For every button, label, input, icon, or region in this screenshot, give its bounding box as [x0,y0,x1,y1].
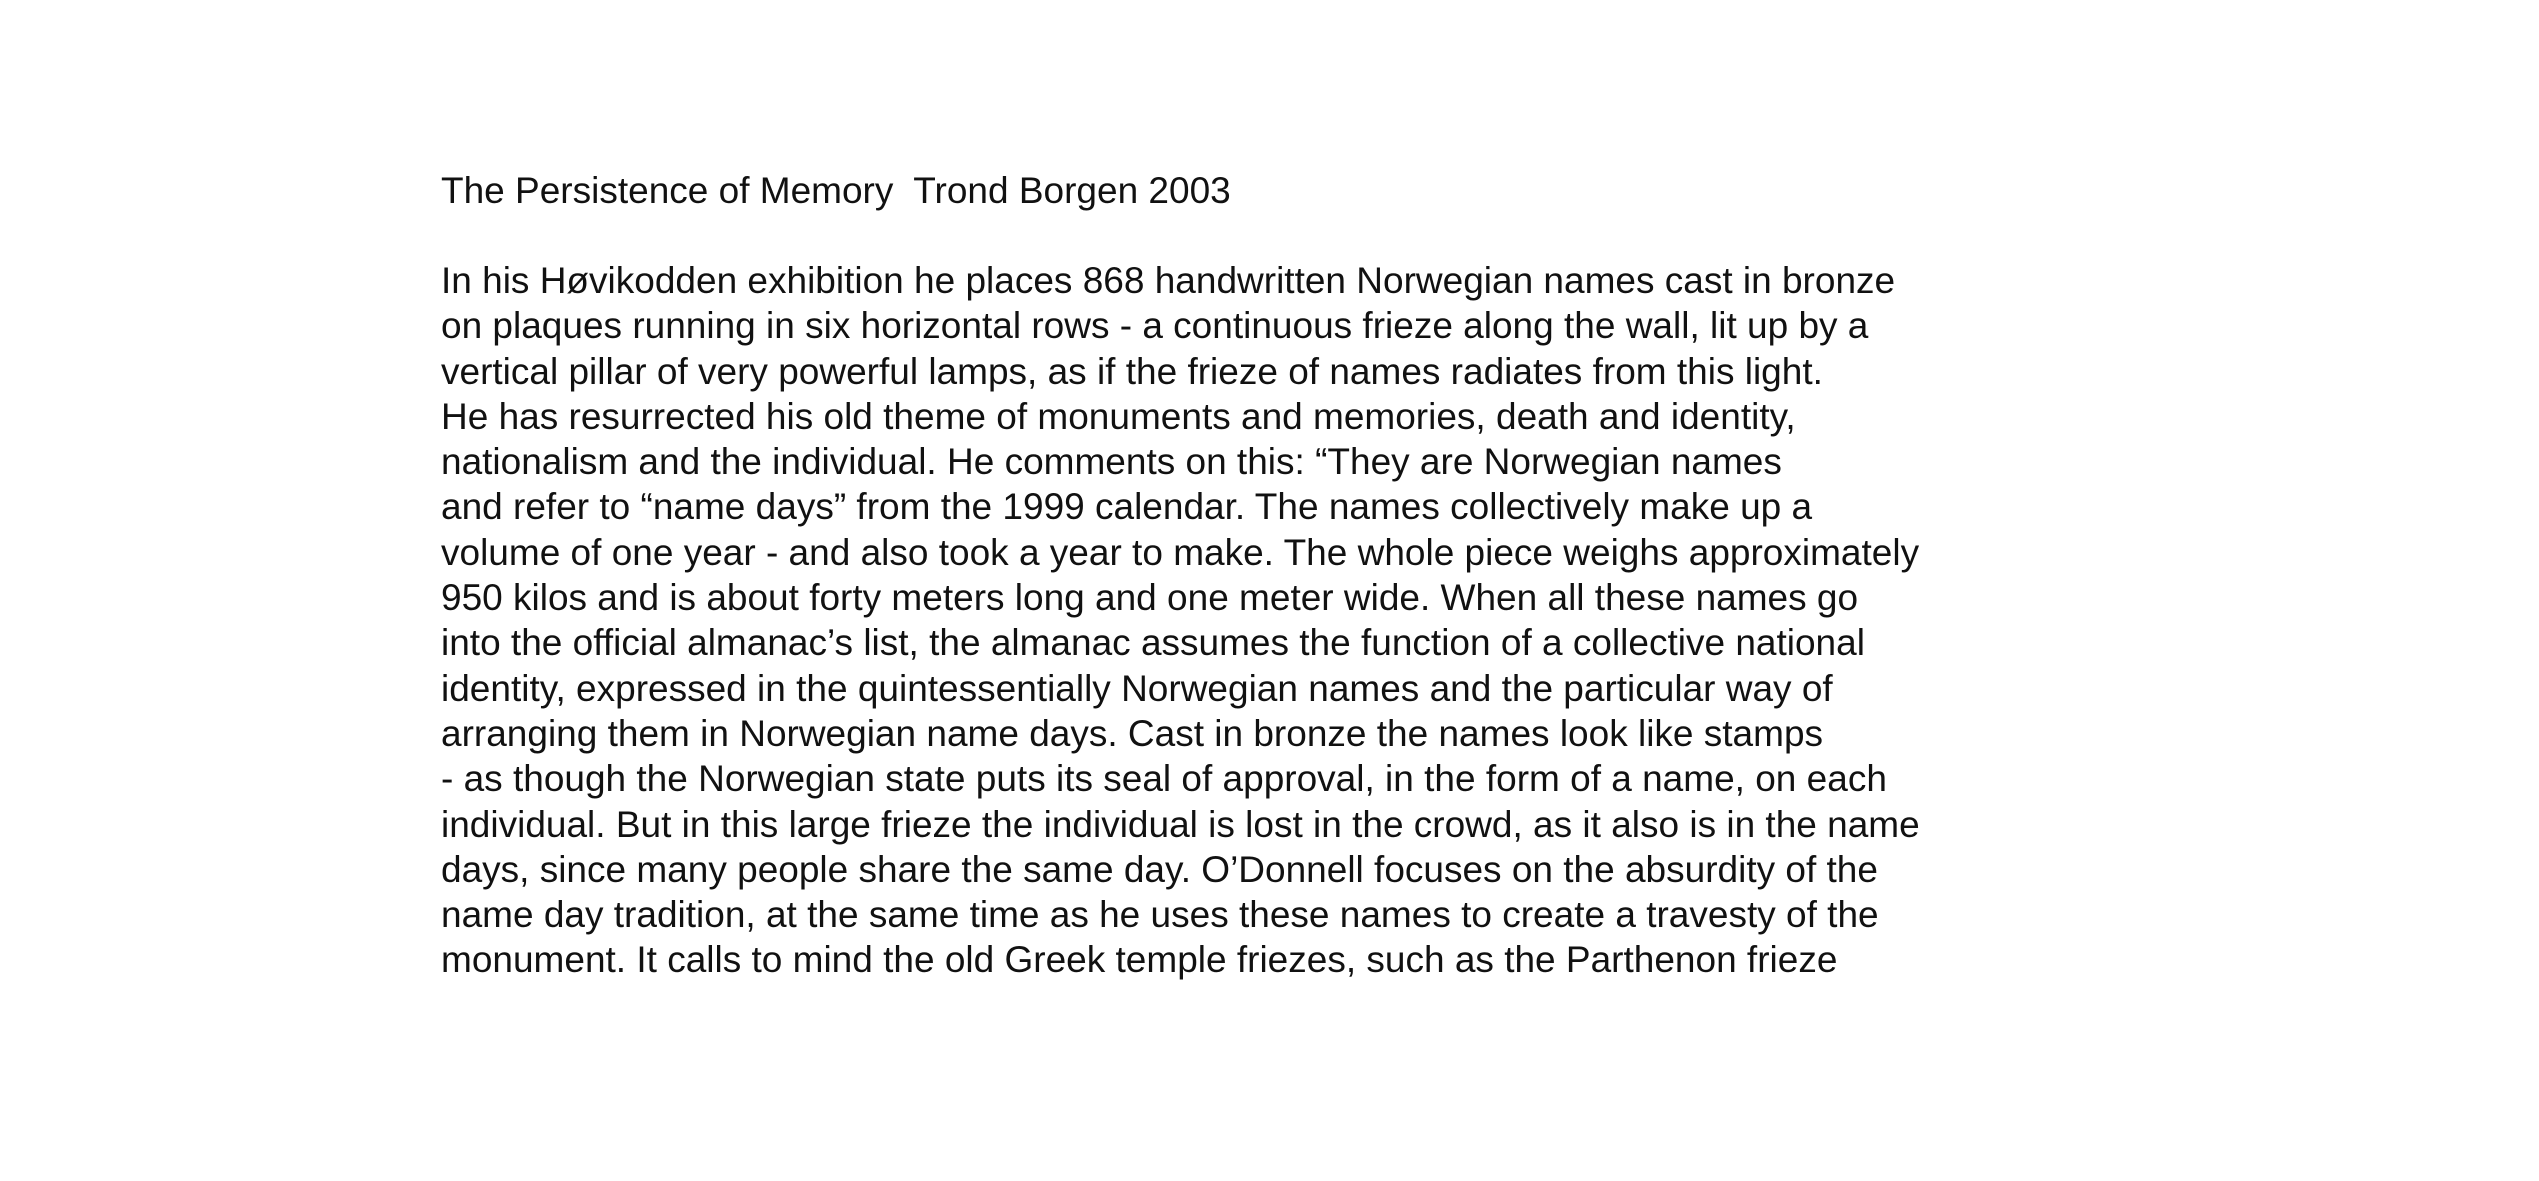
text-line: nationalism and the individual. He comments on this: “They are Norwegian names [441,441,1782,483]
text-line: on plaques running in six horizontal rows - a continuous frieze along the wall, lit up by a [441,305,1869,347]
body-paragraph [441,258,2041,983]
document-title: The Persistence of Memory Trond Borgen 2003 [441,170,1231,211]
text-line: volume of one year - and also took a year to make. The whole piece weighs approximately [441,531,1920,573]
text-line: monument. It calls to mind the old Greek temple friezes, such as the Parthenon frieze [441,939,1838,981]
text-line: identity, expressed in the quintessentially Norwegian names and the particular way of [441,667,1833,709]
text-line: individual. But in this large frieze the individual is lost in the crowd, as it also is in the name [441,803,1920,845]
text-line: - as though the Norwegian state puts its seal of approval, in the form of a name, on each [441,758,1887,800]
text-line: arranging them in Norwegian name days. Cast in bronze the names look like stamps [441,712,1824,754]
text-line: 950 kilos and is about forty meters long and one meter wide. When all these names go [441,577,1859,619]
text-line: vertical pillar of very powerful lamps, as if the frieze of names radiates from this light. [441,350,1823,392]
text-line: days, since many people share the same day. O’Donnell focuses on the absurdity of the [441,848,1878,890]
text-line: In his Høvikodden exhibition he places 868 handwritten Norwegian names cast in bronze [441,260,1896,301]
document-content [441,168,2041,983]
text-line: and refer to “name days” from the 1999 calendar. The names collectively make up a [441,486,1813,528]
text-line: He has resurrected his old theme of monuments and memories, death and identity, [441,395,1796,437]
text-line: into the official almanac’s list, the almanac assumes the function of a collective national [441,622,1865,664]
text-line: name day tradition, at the same time as he uses these names to create a travesty of the [441,894,1879,936]
